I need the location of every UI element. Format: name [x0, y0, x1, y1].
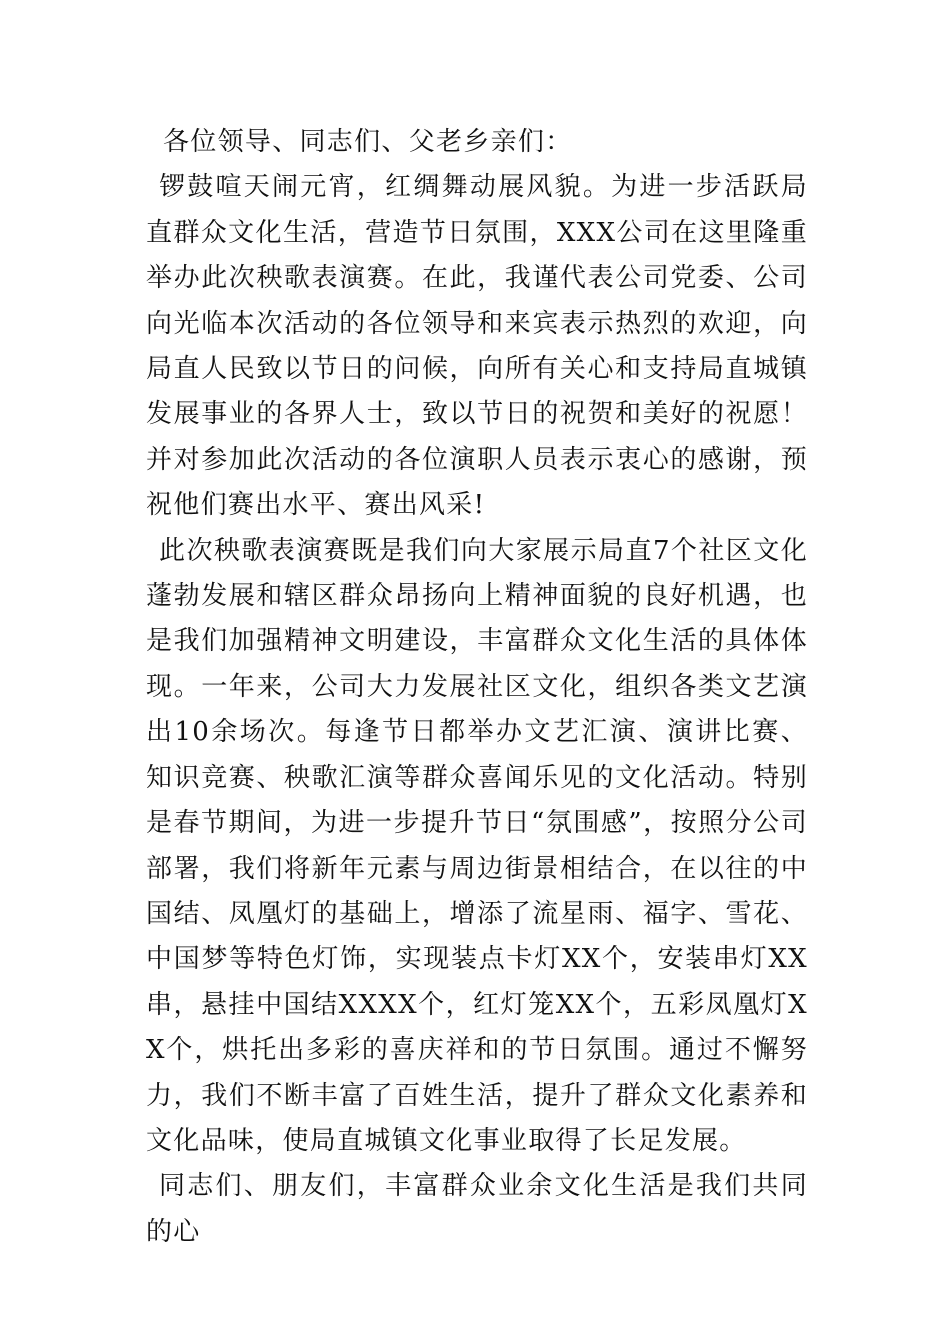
paragraph-opening: 锣鼓喧天闹元宵，红绸舞动展风貌。为进一步活跃局直群众文化生活，营造节日氛围，XXX公司在这里隆重举办此次秧歌表演赛。在此，我谨代表公司党委、公司向光临本次活动的各位领导和来宾表示热烈的欢迎，向局直人民致以节日的问候，向所有关心和支持局直城镇发展事业的各界人士，致以节日的祝贺和美好的祝愿！并对参加此次活动的各位演职人员表示衷心的感谢，预祝他们赛出水平、赛出风采!: [146, 172, 808, 521]
speech-body: [146, 120, 808, 1255]
greeting-line: 各位领导、同志们、父老乡亲们：: [163, 127, 573, 157]
paragraph-closing: 同志们、朋友们，丰富群众业余文化生活是我们共同的心: [146, 1171, 808, 1247]
paragraph-achievements: 此次秧歌表演赛既是我们向大家展示局直7个社区文化蓬勃发展和辖区群众昂扬向上精神面貌的良好机遇，也是我们加强精神文明建设，丰富群众文化生活的具体体现。一年来，公司大力发展社区文化，组织各类文艺演出10余场次。每逢节日都举办文艺汇演、演讲比赛、知识竞赛、秧歌汇演等群众喜闻乐见的文化活动。特别是春节期间，为进一步提升节日“氛围感”，按照分公司部署，我们将新年元素与周边街景相结合，在以往的中国结、凤凰灯的基础上，增添了流星雨、福字、雪花、中国梦等特色灯饰，实现装点卡灯XX个，安装串灯XX串，悬挂中国结XXXX个，红灯笼XX个，五彩凤凰灯XX个，烘托出多彩的喜庆祥和的节日氛围。通过不懈努力，我们不断丰富了百姓生活，提升了群众文化素养和文化品味，使局直城镇文化事业取得了长足发展。: [146, 535, 808, 1156]
